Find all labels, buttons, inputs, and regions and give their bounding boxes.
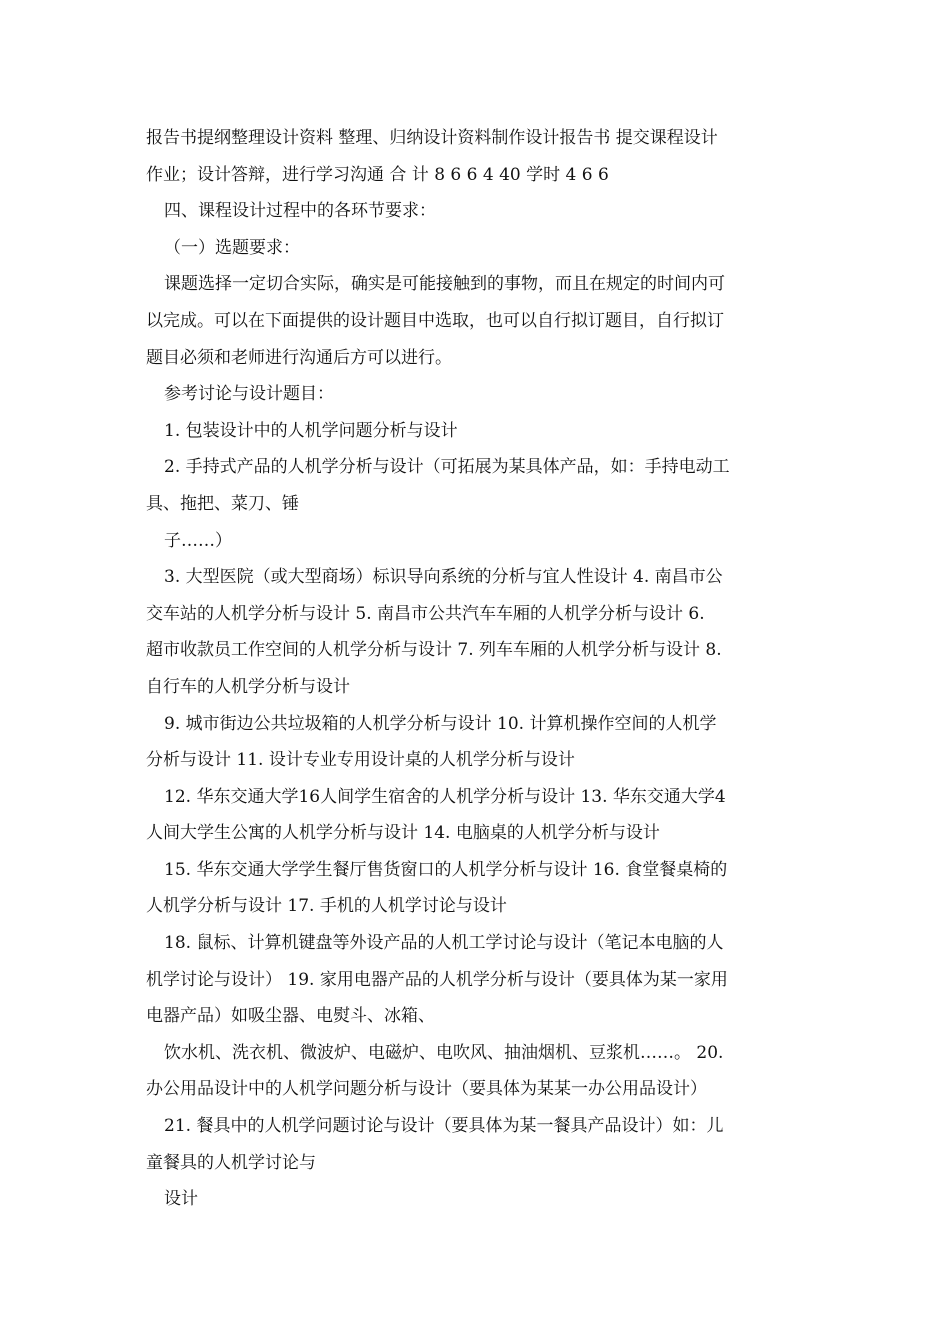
text-line: 以完成。可以在下面提供的设计题目中选取，也可以自行拟订题目，自行拟订 — [146, 310, 724, 331]
text-line: 分析与设计 11. 设计专业专用设计桌的人机学分析与设计 — [146, 750, 575, 771]
text-line: 9. 城市街边公共垃圾箱的人机学分析与设计 10. 计算机操作空间的人机学 — [164, 713, 717, 734]
text-line: 超市收款员工作空间的人机学分析与设计 7. 列车车厢的人机学分析与设计 8. — [146, 640, 722, 661]
text-line: 电器产品）如吸尘器、电熨斗、冰箱、 — [146, 1006, 435, 1027]
text-line: 12. 华东交通大学16人间学生宿舍的人机学分析与设计 13. 华东交通大学4 — [164, 786, 726, 807]
text-line: 1. 包装设计中的人机学问题分析与设计 — [164, 420, 458, 441]
text-line: 饮水机、洗衣机、微波炉、电磁炉、电吹风、抽油烟机、豆浆机……。 20. — [164, 1042, 724, 1063]
text-line: 18. 鼠标、计算机键盘等外设产品的人机工学讨论与设计（笔记本电脑的人 — [164, 933, 724, 954]
text-line: 交车站的人机学分析与设计 5. 南昌市公共汽车车厢的人机学分析与设计 6. — [146, 603, 705, 624]
document-body — [146, 120, 812, 1218]
text-line: 自行车的人机学分析与设计 — [146, 676, 350, 697]
text-line: 设计 — [164, 1189, 198, 1210]
text-line: 作业；设计答辩，进行学习沟通 合 计 8 6 6 4 40 学时 4 6 6 — [146, 164, 609, 185]
text-line: 21. 餐具中的人机学问题讨论与设计（要具体为某一餐具产品设计）如：儿 — [164, 1116, 724, 1137]
text-line: 课题选择一定切合实际，确实是可能接触到的事物，而且在规定的时间内可 — [164, 274, 725, 295]
text-line: 15. 华东交通大学学生餐厅售货窗口的人机学分析与设计 16. 食堂餐桌椅的 — [164, 859, 728, 880]
text-line: 具、拖把、菜刀、锤 — [146, 493, 299, 514]
text-line: 题目必须和老师进行沟通后方可以进行。 — [146, 347, 452, 368]
text-line: 参考讨论与设计题目： — [164, 384, 334, 405]
text-line: 报告书提纲整理设计资料 整理、归纳设计资料制作设计报告书 提交课程设计 — [146, 128, 718, 148]
text-line: 3. 大型医院（或大型商场）标识导向系统的分析与宜人性设计 4. 南昌市公 — [164, 567, 723, 588]
text-line: 机学讨论与设计） 19. 家用电器产品的人机学分析与设计（要具体为某一家用 — [146, 969, 728, 990]
text-line: 四、课程设计过程中的各环节要求： — [164, 201, 436, 222]
text-line: 2. 手持式产品的人机学分析与设计（可拓展为某具体产品，如：手持电动工 — [164, 457, 730, 478]
text-line: 办公用品设计中的人机学问题分析与设计（要具体为某某一办公用品设计） — [146, 1079, 707, 1100]
text-line: 子……） — [164, 530, 232, 551]
text-line: 人间大学生公寓的人机学分析与设计 14. 电脑桌的人机学分析与设计 — [146, 823, 660, 844]
text-line: （一）选题要求： — [164, 237, 300, 258]
text-line: 童餐具的人机学讨论与 — [146, 1152, 316, 1173]
text-line: 人机学分析与设计 17. 手机的人机学讨论与设计 — [146, 896, 507, 917]
